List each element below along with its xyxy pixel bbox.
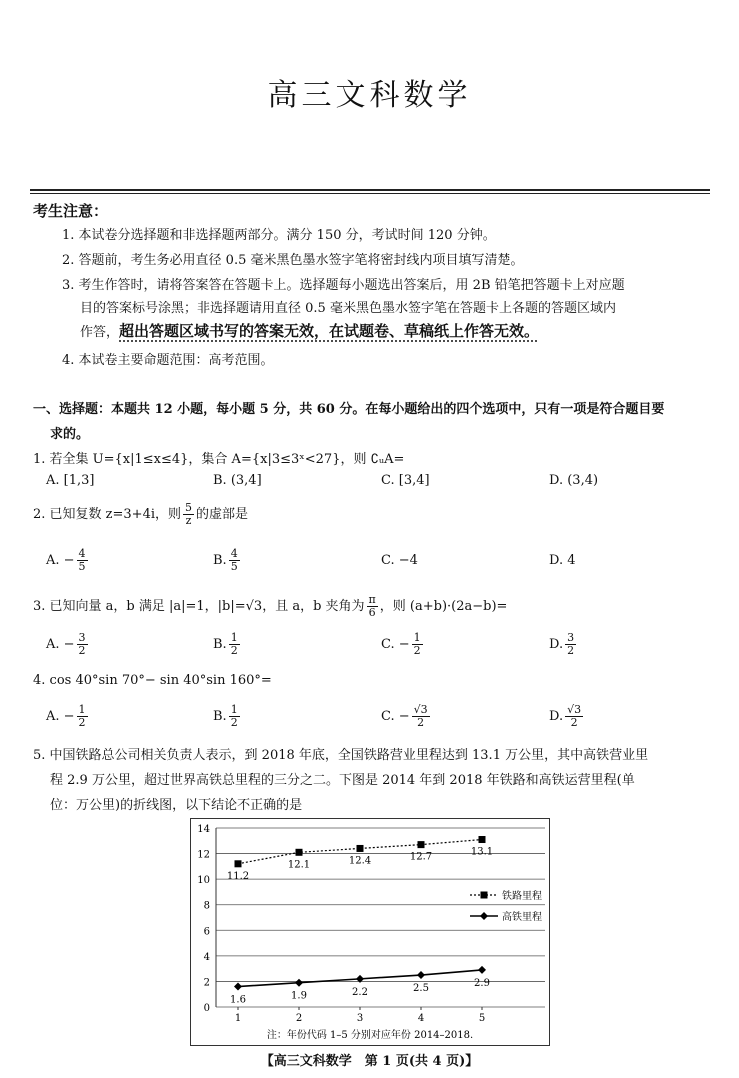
x-tick-label: 5	[478, 1013, 486, 1024]
series-rail-point	[296, 849, 303, 856]
q3-option-c	[381, 632, 425, 657]
legend-hsr-label: 高铁里程	[502, 912, 542, 923]
series-hsr-data-label: 2.5	[413, 983, 429, 995]
q3-d-label: D.	[549, 637, 564, 652]
q1-option-a: A. [1,3]	[46, 473, 95, 488]
x-tick-label: 3	[356, 1013, 364, 1024]
series-rail-data-label: 13.1	[470, 846, 494, 858]
q4-a-fraction	[77, 704, 88, 729]
y-tick-label: 0	[203, 1003, 210, 1014]
y-tick-label: 14	[197, 824, 210, 835]
x-tick-label: 2	[295, 1013, 303, 1024]
series-hsr-point	[295, 979, 303, 987]
q3-stem	[33, 594, 507, 619]
notice-item-1: 1. 本试卷分选择题和非选择题两部分。满分 150 分，考试时间 120 分钟。	[62, 228, 496, 243]
q4-option-d	[549, 704, 585, 729]
q4-option-c	[381, 704, 432, 729]
q2-a-fraction	[77, 548, 88, 573]
q3-stem-den: 6	[368, 606, 376, 619]
q4-b-label: B.	[213, 709, 227, 724]
q4-a-den: 2	[78, 716, 86, 729]
series-hsr-point	[417, 971, 425, 979]
section-heading-line1: 一、选择题：本题共 12 小题，每小题 5 分，共 60 分。在每小题给出的四个选项中，只有一项是符合题目要	[33, 402, 665, 417]
section-heading-line2: 求的。	[50, 427, 90, 442]
q3-option-d	[549, 632, 578, 657]
notice-item-3-line3	[80, 320, 539, 341]
q2-stem-den: z	[185, 514, 192, 527]
q1-option-c: C. [3,4]	[381, 473, 430, 488]
q3-b-den: 2	[230, 644, 238, 657]
q3-d-num: 3	[567, 631, 575, 644]
q4-stem: 4. cos 40°sin 70°− sin 40°sin 160°=	[33, 673, 272, 688]
q3-a-num: 3	[78, 631, 86, 644]
q4-d-label: D.	[549, 709, 564, 724]
q4-d-den: 2	[570, 716, 578, 729]
series-rail-point	[357, 845, 364, 852]
q3-stem-prefix: 3. 已知向量 a，b 满足 |a|=1，|b|=√3，且 a，b 夹角为	[33, 599, 365, 614]
y-tick-label: 10	[197, 875, 210, 887]
series-hsr-data-label: 2.9	[474, 977, 490, 989]
y-tick-label: 12	[197, 849, 210, 861]
legend-rail-label: 铁路里程	[502, 891, 542, 902]
q3-b-num: 1	[230, 631, 238, 644]
q2-stem-prefix: 2. 已知复数 z=3+4i，则	[33, 507, 182, 522]
notice-item-3-line1: 3. 考生作答时，请将答案答在答题卡上。选择题每小题选出答案后，用 2B 铅笔把答题卡上对应题	[62, 278, 625, 293]
y-tick-label: 2	[203, 977, 210, 989]
q1-stem: 1. 若全集 U={x|1≤x≤4}，集合 A={x|3≤3ˣ<27}，则 ∁ᵤA=	[33, 452, 405, 467]
series-hsr-point	[478, 966, 486, 974]
divider-thick	[30, 189, 710, 191]
y-tick-label: 8	[203, 900, 210, 912]
series-hsr-data-label: 1.9	[291, 990, 307, 1002]
q2-stem-num: 5	[185, 501, 193, 514]
q3-c-label: C. −	[381, 637, 410, 652]
q2-b-fraction	[229, 548, 240, 573]
x-tick-label: 1	[234, 1013, 242, 1024]
series-rail-point	[479, 836, 486, 843]
q2-option-c: C. −4	[381, 553, 418, 568]
q3-d-den: 2	[567, 644, 575, 657]
q4-b-den: 2	[230, 716, 238, 729]
q3-b-label: B.	[213, 637, 227, 652]
q3-b-fraction	[229, 632, 240, 657]
notice-item-4: 4. 本试卷主要命题范围：高考范围。	[62, 353, 274, 368]
q2-a-num: 4	[78, 547, 86, 560]
q2-b-label: B.	[213, 553, 227, 568]
series-rail-data-label: 12.7	[409, 851, 433, 863]
q4-a-label: A. −	[46, 709, 75, 724]
q3-c-den: 2	[413, 644, 421, 657]
q3-d-fraction	[565, 632, 576, 657]
q4-c-num: √3	[413, 703, 428, 716]
x-tick-label: 4	[417, 1013, 425, 1024]
q3-c-fraction	[412, 632, 423, 657]
y-tick-label: 4	[203, 951, 210, 963]
page-title: 高三文科数学	[267, 78, 472, 113]
q3-a-den: 2	[78, 644, 86, 657]
series-hsr-point	[234, 983, 242, 991]
q3-option-a	[46, 632, 90, 657]
q2-stem-fraction	[183, 502, 194, 527]
q2-b-den: 5	[230, 560, 238, 573]
q2-option-b	[213, 548, 242, 573]
notice-item-3-emphasis: 超出答题区域书写的答案无效，在试题卷、草稿纸上作答无效。	[119, 322, 540, 340]
q4-c-den: 2	[417, 716, 425, 729]
chart-note: 注：年份代码 1–5 分别对应年份 2014–2018.	[266, 1030, 474, 1041]
q4-a-num: 1	[78, 703, 86, 716]
q4-d-fraction	[565, 704, 583, 729]
q3-stem-fraction	[367, 594, 378, 619]
series-rail-point	[418, 841, 425, 848]
q3-stem-num: π	[368, 593, 376, 606]
q5-line3: 位：万公里)的折线图，以下结论不正确的是	[50, 798, 303, 813]
legend-hsr-marker	[480, 912, 488, 920]
q4-option-a	[46, 704, 90, 729]
chart-frame	[191, 819, 550, 1046]
divider-thin	[30, 193, 710, 194]
q3-option-b	[213, 632, 242, 657]
legend-rail-marker	[481, 892, 488, 899]
y-tick-label: 6	[203, 926, 210, 938]
series-rail-data-label: 12.1	[287, 859, 311, 871]
line-chart	[190, 818, 550, 1046]
page-footer: 【高三文科数学 第 1 页(共 4 页)】	[260, 1054, 479, 1069]
q2-stem	[33, 502, 248, 527]
series-rail-data-label: 11.2	[226, 870, 250, 882]
q3-stem-suffix: ，则 (a+b)·(2a−b)=	[379, 599, 508, 614]
q3-a-label: A. −	[46, 637, 75, 652]
q1-option-b: B. (3,4]	[213, 473, 262, 488]
q4-b-fraction	[229, 704, 240, 729]
q4-b-num: 1	[230, 703, 238, 716]
notice-item-3-prefix: 作答，	[80, 325, 120, 340]
q2-a-label: A. −	[46, 553, 75, 568]
q2-a-den: 5	[78, 560, 86, 573]
q4-c-label: C. −	[381, 709, 410, 724]
q5-line1: 5. 中国铁路总公司相关负责人表示，到 2018 年底，全国铁路营业里程达到 13.1 万公里，其中高铁营业里	[33, 748, 649, 763]
notice-item-2: 2. 答题前，考生务必用直径 0.5 毫米黑色墨水签字笔将密封线内项目填写清楚。	[62, 253, 524, 268]
q4-d-num: √3	[567, 703, 582, 716]
series-rail-point	[235, 860, 242, 867]
series-hsr-data-label: 1.6	[230, 994, 246, 1006]
q1-option-d: D. (3,4)	[549, 473, 599, 488]
series-rail-data-label: 12.4	[348, 855, 372, 867]
series-hsr-data-label: 2.2	[352, 986, 368, 998]
q2-b-num: 4	[230, 547, 238, 560]
q3-c-num: 1	[413, 631, 421, 644]
notice-heading: 考生注意：	[33, 202, 109, 220]
q4-option-b	[213, 704, 242, 729]
q2-option-a	[46, 548, 90, 573]
notice-item-3-line2: 目的答案标号涂黑；非选择题请用直径 0.5 毫米黑色墨水签字笔在答题卡上各题的答题区域内	[80, 301, 616, 316]
q2-option-d: D. 4	[549, 553, 576, 568]
q5-line2: 程 2.9 万公里，超过世界高铁总里程的三分之二。下图是 2014 年到 2018 年铁路和高铁运营里程(单	[50, 773, 635, 788]
q2-stem-suffix: 的虚部是	[196, 507, 249, 522]
q3-a-fraction	[77, 632, 88, 657]
q4-c-fraction	[412, 704, 430, 729]
